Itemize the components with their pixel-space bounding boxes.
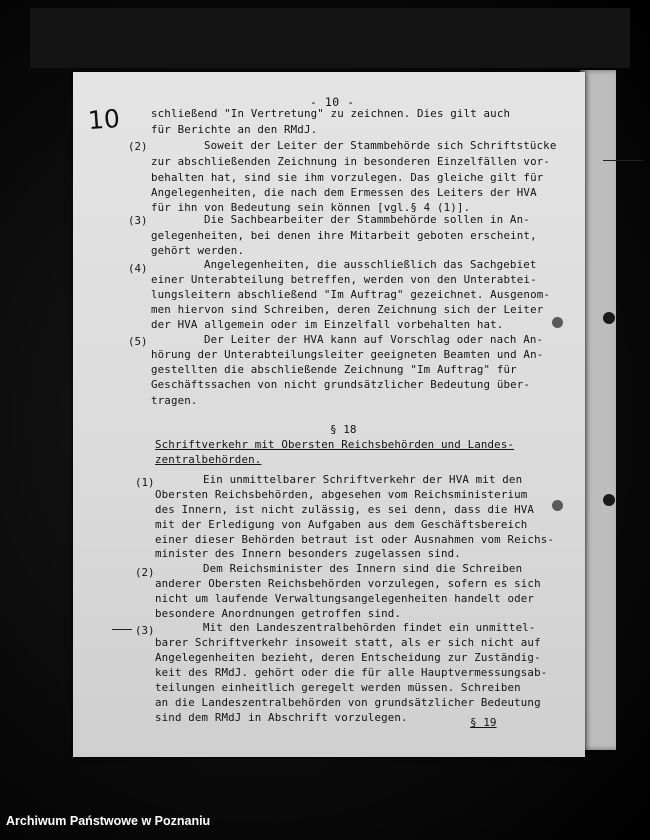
text-line: Angelegenheiten bezieht, deren Entscheidung zur Zuständig- (155, 651, 541, 664)
text-line: nicht um laufende Verwaltungsangelegenheiten handelt oder (155, 592, 535, 605)
text-line: gestellten die abschließende Zeichnung "Im Auftrag" für (151, 363, 517, 376)
text-line: einer dieser Behörden betraut ist oder Ausnahmen vom Reichs- (155, 533, 555, 546)
text-line: für Berichte an den RMdJ. (151, 123, 318, 136)
text-line: teilungen einheitlich geregelt werden müssen. Schreiben (155, 681, 521, 694)
punch-hole-icon (552, 317, 563, 328)
text-line: minister des Innern besonders zugelassen sind. (155, 547, 461, 560)
page-number: - 10 - (310, 95, 355, 109)
section-title: zentralbehörden. (155, 453, 262, 466)
text-line: hörung der Unterabteilungsleiter geeigneten Beamten und An- (151, 348, 544, 361)
punch-hole-icon (552, 500, 563, 511)
adjacent-page-rule (603, 160, 643, 161)
margin-dash (112, 629, 132, 630)
paragraph-number: (1) (135, 476, 155, 489)
text-line: Obersten Reichsbehörden, abgesehen vom Reichsministerium (155, 488, 528, 501)
text-line: anderer Obersten Reichsbehörden vorzulegen, sofern es sich (155, 577, 541, 590)
text-line: an die Landeszentralbehörden von grundsätzlicher Bedeutung (155, 696, 541, 709)
text-line: Der Leiter der HVA kann auf Vorschlag oder nach An- (204, 333, 544, 346)
text-line: der HVA allgemein oder im Einzelfall vorbehalten hat. (151, 318, 504, 331)
text-line: einer Unterabteilung betreffen, werden von den Unterabtei- (151, 273, 537, 286)
text-line: barer Schriftverkehr insoweit statt, als er sich nicht auf (155, 636, 541, 649)
paragraph-number: (3) (135, 624, 155, 637)
film-edge (30, 8, 630, 68)
text-line: sind dem RMdJ in Abschrift vorzulegen. (155, 711, 408, 724)
text-line: men hiervon sind Schreiben, deren Zeichnung sich der Leiter (151, 303, 544, 316)
text-line: gehört werden. (151, 244, 245, 257)
text-line: für ihn von Bedeutung sein können [vgl.§ 4 (1)]. (151, 201, 471, 214)
punch-hole-icon (603, 312, 615, 324)
paragraph-number: (2) (135, 566, 155, 579)
text-line: schließend "In Vertretung" zu zeichnen. Dies gilt auch (151, 107, 511, 120)
paragraph-number: (4) (128, 262, 148, 275)
paragraph-number: (2) (128, 140, 148, 153)
text-line: Soweit der Leiter der Stammbehörde sich Schriftstücke (204, 139, 557, 152)
text-line: mit der Erledigung von Aufgaben aus dem Geschäftsbereich (155, 518, 528, 531)
section-heading-next: § 19 (470, 716, 497, 729)
text-line: besondere Anordnungen getroffen sind. (155, 607, 402, 620)
text-line: Angelegenheiten, die nach dem Ermessen des Leiters der HVA (151, 186, 537, 199)
text-line: tragen. (151, 394, 198, 407)
text-line: Angelegenheiten, die ausschließlich das Sachgebiet (204, 258, 537, 271)
adjacent-page (580, 70, 616, 750)
text-line: zur abschließenden Zeichnung in besonderen Einzelfällen vor- (151, 155, 551, 168)
text-line: Ein unmittelbarer Schriftverkehr der HVA mit den (203, 473, 523, 486)
text-line: lungsleitern abschließend "Im Auftrag" gezeichnet. Ausgenom- (151, 288, 551, 301)
text-line: keit des RMdJ. gehört oder die für alle Hauptvermessungsab- (155, 666, 548, 679)
text-line: gelegenheiten, bei denen ihre Mitarbeit geboten erscheint, (151, 229, 537, 242)
punch-hole-icon (603, 494, 615, 506)
text-line: Geschäftssachen von nicht grundsätzlicher Bedeutung über- (151, 378, 531, 391)
text-line: Mit den Landeszentralbehörden findet ein unmittel- (203, 621, 536, 634)
handwritten-page-number: 10 (87, 103, 121, 136)
paragraph-number: (5) (128, 335, 148, 348)
text-line: des Innern, ist nicht zulässig, es sei denn, dass die HVA (155, 503, 535, 516)
text-line: behalten hat, sind sie ihm vorzulegen. Das gleiche gilt für (151, 171, 544, 184)
section-heading: § 18 (330, 423, 357, 436)
text-line: Die Sachbearbeiter der Stammbehörde sollen in An- (204, 213, 530, 226)
paragraph-number: (3) (128, 214, 148, 227)
archive-caption: Archiwum Państwowe w Poznaniu (6, 814, 211, 828)
section-title: Schriftverkehr mit Obersten Reichsbehörden und Landes- (155, 438, 515, 451)
text-line: Dem Reichsminister des Innern sind die Schreiben (203, 562, 523, 575)
